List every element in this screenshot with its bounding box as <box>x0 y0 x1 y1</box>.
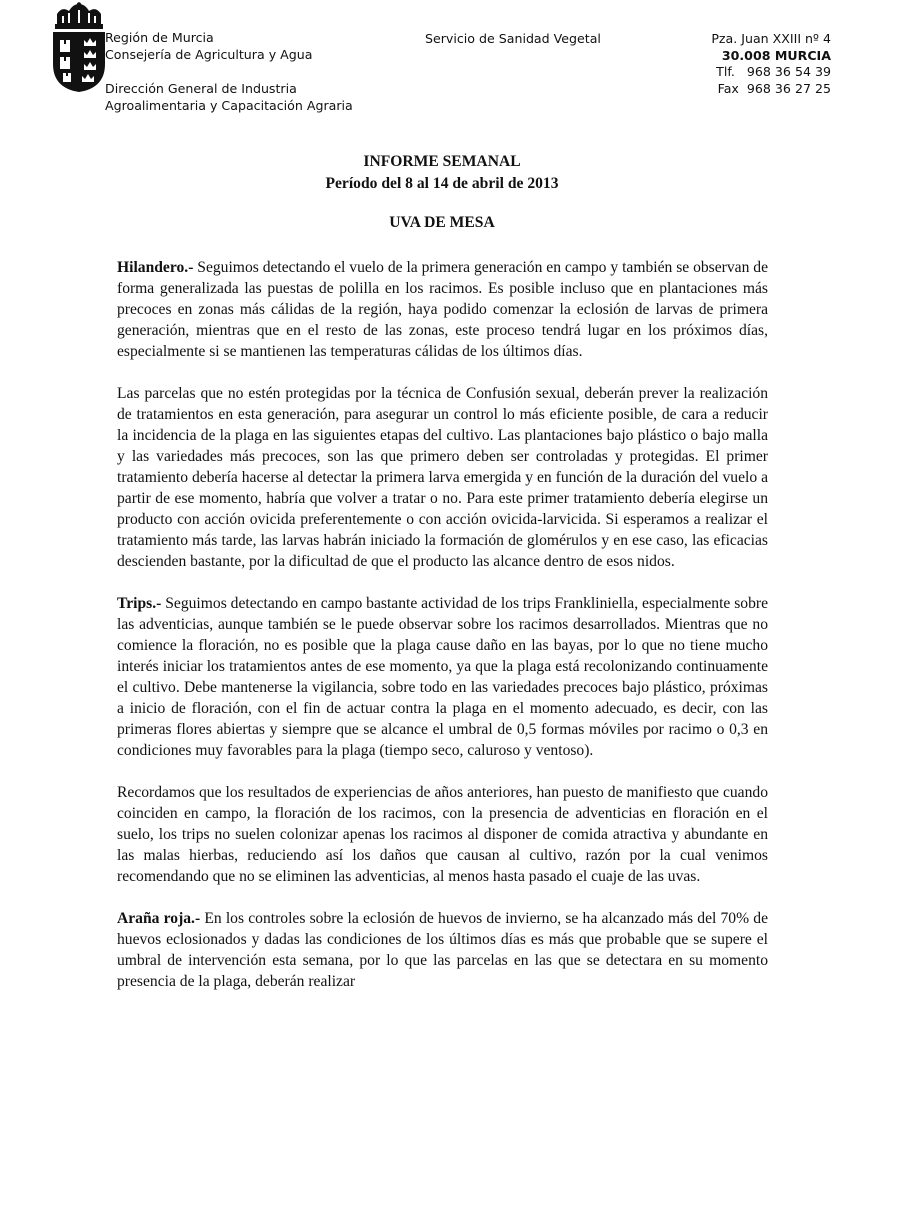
hilandero-paragraph-2: Las parcelas que no estén protegidas por la técnica de Confusión sexual, deberán prever la realización de tratamientos en esta generación, para asegurar un control lo más eficiente posible, de cara a reducir la incidencia de la plaga en las siguientes etapas del cultivo. Las plantaciones bajo plástico o bajo malla y las variedades más precoces, son las que primero deben ser controladas y protegidas. El primer tratamiento debería hacerse al detectar la primera larva emergida y en función de la duración del vuelo a partir de ese momento, habría que volver a tratar o no. Para este primer tratamiento debería elegirse un producto con acción ovicida preferentemente o con acción ovicida-larvicida. Si esperamos a realizar el tratamiento más tarde, las larvas habrán iniciado la formación de glomérulos y en ese caso, las eficacias descienden bastante, por la dificultad de que el producto las alcance dentro de esos nidos. <box>117 385 768 570</box>
address-phone: Tlf. 968 36 54 39 <box>716 64 831 79</box>
report-title: INFORME SEMANAL <box>363 153 521 170</box>
crop-title: UVA DE MESA <box>389 214 495 231</box>
org-line-direccion: Dirección General de Industria <box>105 81 297 96</box>
address-block <box>611 31 831 97</box>
report-body <box>117 257 768 1013</box>
address-fax: Fax 968 36 27 25 <box>717 80 831 96</box>
org-line-agroalimentaria: Agroalimentaria y Capacitación Agraria <box>105 97 353 113</box>
trips-paragraph-2: Recordamos que los resultados de experiencias de años anteriores, han puesto de manifiesto que cuando coinciden en campo, la floración de los racimos, con la presencia de adventicias en floración en el suelo, los trips no suelen colonizar apenas los racimos al disponer de comida atractiva y abundante en las malas hierbas, reduciendo así los daños que causan al cultivo, razón por la cual venimos recomendando que no se eliminen las adventicias, al menos hasta pasado el cuaje de las uvas. <box>117 784 768 885</box>
arana-paragraph-1 <box>117 908 768 992</box>
trips-heading: Trips.- <box>117 595 162 612</box>
service-name: Servicio de Sanidad Vegetal <box>425 31 601 46</box>
address-street: Pza. Juan XXIII nº 4 <box>711 31 831 46</box>
region-murcia-coat-of-arms-icon <box>52 2 106 94</box>
org-line-consejeria: Consejería de Agricultura y Agua <box>105 46 313 62</box>
hilandero-paragraph-1 <box>117 257 768 362</box>
org-line-region: Región de Murcia <box>105 30 214 45</box>
hilandero-text-1: Seguimos detectando el vuelo de la primera generación en campo y también se observan de forma generalizada las puestas de polilla en los racimos. Es posible incluso que en plantaciones más precoces en zonas más cálidas de la región, haya podido comenzar la eclosión de larvas de primera generación, mientras que en el resto de las zonas, este proceso tendrá lugar en los próximos días, especialmente si se mantienen las temperaturas cálidas de los últimos días. <box>117 259 768 360</box>
address-city: 30.008 MURCIA <box>721 47 831 63</box>
arana-heading: Araña roja.- <box>117 910 201 927</box>
arana-text-1: En los controles sobre la eclosión de huevos de invierno, se ha alcanzado más del 70% de huevos eclosionados y dadas las condiciones de los últimos días es más que probable que se supere el umbral de intervención esta semana, por lo que las parcelas en las que se detectara en su momento presencia de la plaga, deberán realizar <box>117 910 768 990</box>
trips-text-1: Seguimos detectando en campo bastante actividad de los trips Frankliniella, especialmente sobre las adventicias, aunque también se le puede observar sobre los racimos desarrollados. Mientras que no comience la floración, no es posible que la plaga cause daño en las bayas, por lo que no tiene mucho interés iniciar los tratamientos antes de ese momento, ya que la plaga está recolonizando continuamente el cultivo. Debe mantenerse la vigilancia, sobre todo en las variedades precoces bajo plástico, próximas a inicio de floración, con el fin de actuar contra la plaga en el momento adecuado, es decir, con las primeras flores abiertas y siempre que se alcance el umbral de 0,5 formas móviles por racimo o 0,3 en condiciones muy favorables para la plaga (tiempo seco, caluroso y ventoso). <box>117 595 769 759</box>
organization-block <box>105 30 405 114</box>
trips-paragraph-1 <box>117 593 768 761</box>
hilandero-heading: Hilandero.- <box>117 259 194 276</box>
report-period: Período del 8 al 14 de abril de 2013 <box>325 175 559 192</box>
